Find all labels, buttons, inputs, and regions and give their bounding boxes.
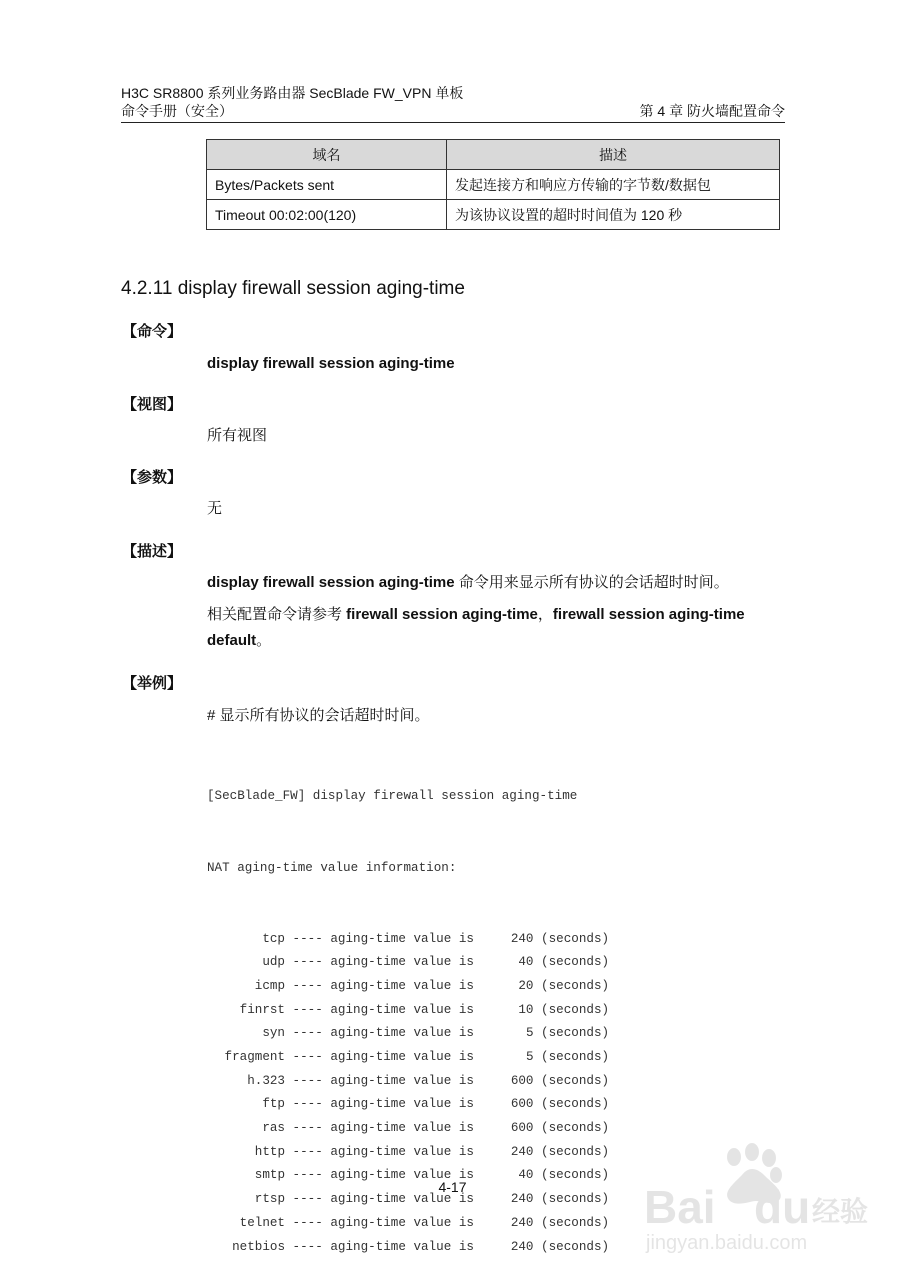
aging-time-value: 5 xyxy=(525,1050,534,1065)
code-middle: ---- aging-time value is xyxy=(285,1050,482,1065)
protocol-name: telnet xyxy=(239,1215,285,1230)
svg-text:经验: 经验 xyxy=(812,1195,869,1228)
aging-time-value: 240 xyxy=(510,1192,534,1207)
field-description-table xyxy=(206,139,780,230)
aging-time-value: 5 xyxy=(525,1026,534,1041)
protocol-name: finrst xyxy=(239,1002,285,1017)
table-cell: 发起连接方和响应方传输的字节数/数据包 xyxy=(447,170,780,200)
header-manual: 命令手册（安全） xyxy=(121,103,233,119)
header-title: H3C SR8800 系列业务路由器 SecBlade FW_VPN 单板 xyxy=(121,85,464,101)
code-line-aging-0 xyxy=(207,928,609,952)
aging-time-value: 600 xyxy=(510,1097,534,1112)
related-command-2: firewall session aging-time default xyxy=(207,606,745,649)
header-chapter: 第 4 章 防火墙配置命令 xyxy=(639,103,785,119)
protocol-name: http xyxy=(254,1144,285,1159)
aging-time-value: 240 xyxy=(510,1144,534,1159)
code-middle: ---- aging-time value is xyxy=(285,1121,482,1136)
code-rows xyxy=(207,928,609,1260)
table-row xyxy=(207,170,780,200)
protocol-name: fragment xyxy=(224,1050,285,1065)
view-text: 所有视图 xyxy=(207,427,268,444)
code-middle: ---- aging-time value is xyxy=(285,978,482,993)
table-cell: 为该协议设置的超时时间值为 120 秒 xyxy=(447,200,780,230)
aging-time-value: 10 xyxy=(518,1002,534,1017)
code-middle: ---- aging-time value is xyxy=(285,1002,482,1017)
header-line2 xyxy=(121,102,785,120)
code-middle: ---- aging-time value is xyxy=(285,1097,482,1112)
command-tag: 【命令】 xyxy=(122,322,183,340)
description-paragraph xyxy=(207,570,785,596)
params-tag: 【参数】 xyxy=(122,468,183,486)
code-line-aging-7 xyxy=(207,1093,609,1117)
code-suffix: (seconds) xyxy=(533,1239,610,1254)
page-header xyxy=(121,84,785,120)
code-suffix: (seconds) xyxy=(533,978,610,993)
description-command: display firewall session aging-time xyxy=(207,574,455,591)
protocol-name: udp xyxy=(262,955,285,970)
code-suffix: (seconds) xyxy=(533,1097,610,1112)
protocol-name: tcp xyxy=(262,931,285,946)
command-text: display firewall session aging-time xyxy=(207,355,455,372)
code-suffix: (seconds) xyxy=(533,955,610,970)
code-line-aging-3 xyxy=(207,999,609,1023)
code-line-aging-6 xyxy=(207,1070,609,1094)
aging-time-value: 600 xyxy=(510,1121,534,1136)
code-line-aging-12 xyxy=(207,1212,609,1236)
protocol-name: rtsp xyxy=(254,1192,285,1207)
aging-time-value: 240 xyxy=(510,1215,534,1230)
protocol-name: h.323 xyxy=(247,1073,285,1088)
code-middle: ---- aging-time value is xyxy=(285,1073,482,1088)
related-commands-paragraph xyxy=(207,602,785,654)
aging-time-value: 600 xyxy=(510,1073,534,1088)
protocol-name: smtp xyxy=(254,1168,285,1183)
section-title: 4.2.11 display firewall session aging-time xyxy=(121,278,465,299)
related-end: 。 xyxy=(256,632,272,649)
code-suffix: (seconds) xyxy=(533,1168,610,1183)
svg-text:jingyan.baidu.com: jingyan.baidu.com xyxy=(646,1232,808,1254)
baidu-watermark-logo xyxy=(642,1135,872,1255)
code-middle: ---- aging-time value is xyxy=(285,1192,482,1207)
code-line-aging-5 xyxy=(207,1046,609,1070)
page-number: 4-17 xyxy=(438,1179,467,1195)
table-row xyxy=(207,200,780,230)
description-tag: 【描述】 xyxy=(122,542,183,560)
code-line-aging-8 xyxy=(207,1117,609,1141)
code-middle: ---- aging-time value is xyxy=(285,955,482,970)
aging-time-value: 20 xyxy=(518,978,534,993)
params-text: 无 xyxy=(207,500,223,517)
table-cell: Timeout 00:02:00(120) xyxy=(207,200,447,230)
example-comment: # 显示所有协议的会话超时时间。 xyxy=(207,707,430,724)
view-tag: 【视图】 xyxy=(122,395,183,413)
code-suffix: (seconds) xyxy=(533,1192,610,1207)
aging-time-value: 240 xyxy=(510,1239,534,1254)
code-middle: ---- aging-time value is xyxy=(285,1144,482,1159)
protocol-name: ras xyxy=(262,1121,285,1136)
code-line-aging-9 xyxy=(207,1141,609,1165)
code-suffix: (seconds) xyxy=(533,1026,610,1041)
related-prefix: 相关配置命令请参考 xyxy=(207,606,347,623)
example-tag: 【举例】 xyxy=(122,674,183,692)
code-suffix: (seconds) xyxy=(533,1215,610,1230)
header-divider xyxy=(121,122,785,123)
svg-text:du: du xyxy=(754,1181,811,1233)
protocol-name: icmp xyxy=(254,978,285,993)
description-text: 命令用来显示所有协议的会话超时时间。 xyxy=(454,574,729,591)
code-middle: ---- aging-time value is xyxy=(285,1215,482,1230)
table-header-cell: 描述 xyxy=(447,140,780,170)
code-block xyxy=(207,738,609,1283)
code-suffix: (seconds) xyxy=(533,1050,610,1065)
code-line-aging-4 xyxy=(207,1022,609,1046)
code-line: NAT aging-time value information: xyxy=(207,860,457,875)
code-suffix: (seconds) xyxy=(533,1073,610,1088)
aging-time-value: 40 xyxy=(518,955,534,970)
aging-time-value: 240 xyxy=(510,931,534,946)
code-suffix: (seconds) xyxy=(533,1144,610,1159)
table-cell: Bytes/Packets sent xyxy=(207,170,447,200)
code-middle: ---- aging-time value is xyxy=(285,1026,482,1041)
code-suffix: (seconds) xyxy=(533,1121,610,1136)
table-header-cell: 域名 xyxy=(207,140,447,170)
code-line-aging-13 xyxy=(207,1236,609,1260)
protocol-name: syn xyxy=(262,1026,285,1041)
code-middle: ---- aging-time value is xyxy=(285,1239,482,1254)
code-suffix: (seconds) xyxy=(533,931,610,946)
related-separator: ， xyxy=(537,606,553,623)
aging-time-value: 40 xyxy=(518,1168,534,1183)
code-line-aging-1 xyxy=(207,951,609,975)
protocol-name: ftp xyxy=(262,1097,285,1112)
code-line-aging-2 xyxy=(207,975,609,999)
table-header-row xyxy=(207,140,780,170)
code-middle: ---- aging-time value is xyxy=(285,1168,482,1183)
code-suffix: (seconds) xyxy=(533,1002,610,1017)
svg-text:Bai: Bai xyxy=(644,1181,716,1233)
protocol-name: netbios xyxy=(232,1239,285,1254)
code-middle: ---- aging-time value is xyxy=(285,931,482,946)
related-command-1: firewall session aging-time xyxy=(346,606,538,623)
code-line: [SecBlade_FW] display firewall session aging-time xyxy=(207,789,578,804)
